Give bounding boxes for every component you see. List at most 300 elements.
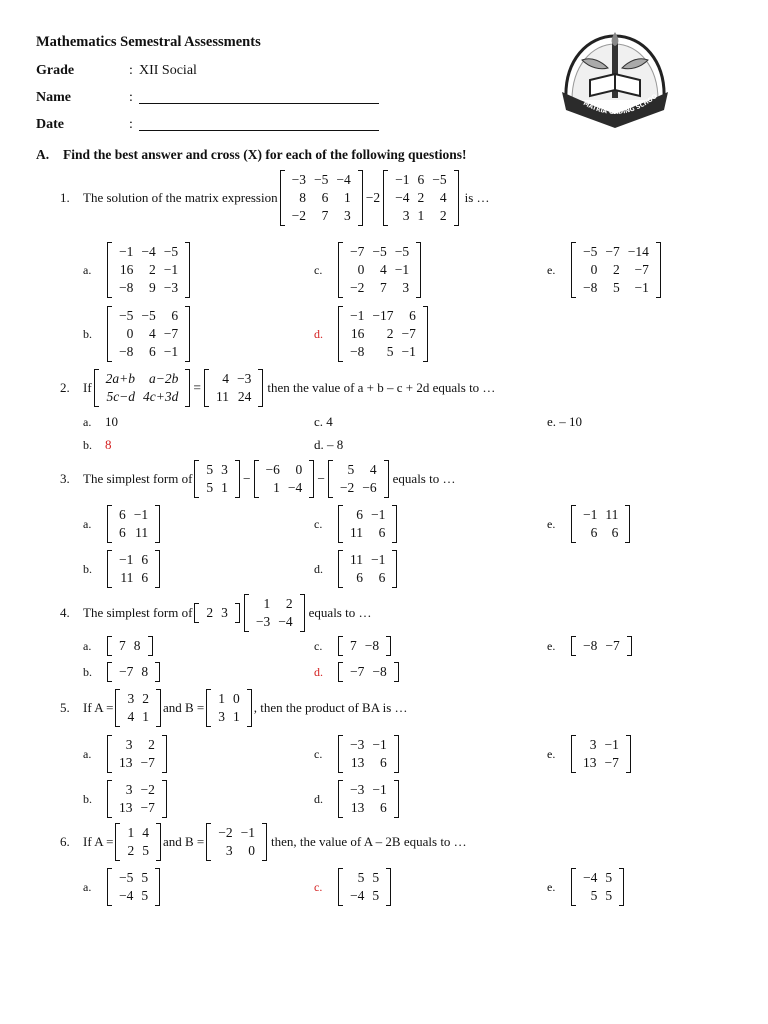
operator: − [317, 471, 325, 486]
q3-option-b[interactable] [83, 550, 162, 588]
matrix [328, 460, 389, 498]
matrix-cell: −1 [371, 552, 386, 567]
matrix [571, 242, 661, 298]
q4-option-a[interactable] [83, 636, 155, 656]
matrix-cell: −5 [119, 308, 134, 323]
matrix-right-bracket [626, 735, 631, 773]
q5-option-d[interactable] [314, 780, 401, 818]
matrix-cell: −4 [119, 888, 134, 903]
matrix-cell: 0 [248, 843, 255, 858]
question-text: If A = [83, 834, 114, 849]
matrix-cell: −1 [372, 782, 387, 797]
matrix-cell: 5 [372, 870, 380, 885]
option-label-marked: c. [314, 879, 323, 894]
matrix-cell: 6 [380, 755, 387, 770]
matrix-cell: 3 [402, 208, 410, 223]
matrix-right-bracket [392, 505, 397, 543]
matrix-right-bracket [162, 735, 167, 773]
matrix-cell: −7 [350, 664, 365, 679]
matrix [338, 868, 391, 906]
matrix-cell: −2 [291, 208, 306, 223]
matrix [107, 636, 153, 656]
matrix-cell: −1 [240, 825, 255, 840]
matrix [338, 636, 391, 656]
matrix [571, 636, 632, 656]
q3-option-d[interactable] [314, 550, 399, 588]
matrix-cell: 4 [369, 462, 377, 477]
matrix-cell: −7 [119, 664, 134, 679]
matrix-cell: 5 [141, 888, 149, 903]
matrix [571, 505, 630, 543]
matrix-right-bracket [155, 505, 160, 543]
matrix-cell: 6 [409, 308, 416, 323]
option-label-marked: d. [314, 664, 323, 679]
matrix-right-bracket [423, 306, 428, 362]
matrix-cell: −1 [133, 507, 149, 522]
matrix-cell: 6 [141, 570, 149, 585]
q2-option-a[interactable] [83, 414, 118, 430]
matrix-cell: 6 [141, 552, 149, 567]
matrix-cell: 4 [222, 371, 230, 386]
question-number: 5. [60, 700, 70, 715]
matrix-cell: 0 [295, 462, 303, 477]
q1-option-e[interactable] [547, 242, 663, 298]
matrix-cell: 2 [417, 190, 425, 205]
matrix-cell: 2 [149, 262, 156, 277]
matrix-cell: 5 [142, 843, 149, 858]
matrix-cell: 3 [589, 737, 597, 752]
option-label: e. [547, 746, 556, 761]
matrix [244, 594, 305, 632]
matrix-cell: −5 [432, 172, 447, 187]
matrix-cell: −1 [371, 507, 386, 522]
matrix-cell: −1 [401, 344, 416, 359]
matrix [338, 662, 399, 682]
matrix [194, 603, 240, 623]
matrix-right-bracket [625, 505, 630, 543]
matrix-b [206, 823, 267, 861]
matrix-right-bracket [235, 460, 240, 498]
grade-value: XII Social [139, 63, 197, 78]
matrix-cell: 7 [321, 208, 329, 223]
matrix-cell: 4c+3d [143, 389, 179, 404]
matrix-cell: 5 [590, 888, 598, 903]
matrix-right-bracket [309, 460, 314, 498]
matrix-cell: 5 [372, 888, 380, 903]
question-text-mid: and B = [162, 700, 205, 715]
matrix-cell: 4 [380, 262, 387, 277]
matrix-cell: −3 [350, 782, 365, 797]
question-6 [60, 823, 467, 861]
matrix-cell: 13 [350, 800, 365, 815]
matrix-cell: −7 [140, 800, 155, 815]
option-label: a. [83, 516, 92, 531]
matrix-cell: 2a+b [105, 371, 136, 386]
matrix [280, 170, 363, 226]
question-number: 4. [60, 605, 70, 620]
matrix-cell: 1 [218, 691, 225, 706]
question-text: The simplest form of [83, 471, 193, 486]
q2-option-d[interactable] [314, 437, 343, 453]
matrix-cell: 3 [127, 691, 135, 706]
option-label: a. [83, 638, 92, 653]
grade-colon: : [129, 63, 133, 78]
operator: = [193, 380, 202, 395]
matrix [338, 242, 421, 298]
option-label: b. [83, 664, 92, 679]
option-label: b. [83, 791, 92, 806]
matrix-right-bracket [155, 662, 160, 682]
logo-banner-text: MATRIA GADING SCHOO [581, 92, 659, 117]
matrix-cell: −7 [401, 326, 416, 341]
section-letter: A. [36, 147, 50, 162]
matrix-right-bracket [156, 823, 161, 861]
q5-option-a[interactable] [83, 735, 169, 773]
matrix-cell: −2 [350, 280, 365, 295]
matrix-right-bracket [454, 170, 459, 226]
matrix-cell: 0 [357, 262, 365, 277]
matrix-right-bracket [155, 550, 160, 588]
name-blank-line[interactable] [139, 103, 379, 104]
matrix-cell: −1 [604, 737, 619, 752]
matrix [194, 460, 240, 498]
matrix-cell: 13 [119, 800, 133, 815]
date-label: Date [36, 117, 64, 132]
matrix-cell: 6 [356, 570, 363, 585]
matrix-cell: −8 [372, 664, 387, 679]
matrix-cell: 3 [125, 737, 133, 752]
option-label: c. [314, 516, 323, 531]
matrix-cell: 11 [605, 507, 619, 522]
matrix-cell: 6 [378, 570, 386, 585]
matrix-cell: −7 [140, 755, 155, 770]
matrix-cell: 11 [135, 525, 149, 540]
matrix-right-bracket [258, 369, 263, 407]
matrix-cell: −1 [395, 172, 410, 187]
matrix-cell: −1 [583, 507, 598, 522]
q2-option-e[interactable] [547, 414, 582, 430]
matrix-right-bracket [394, 780, 399, 818]
matrix-right-bracket [185, 306, 190, 362]
matrix-right-bracket [394, 735, 399, 773]
matrix-cell: 6 [321, 190, 329, 205]
question-5 [60, 689, 408, 727]
matrix-cell: −7 [605, 638, 620, 653]
matrix-cell: 6 [611, 525, 619, 540]
q4-option-c[interactable] [314, 636, 393, 656]
matrix-right-bracket [185, 369, 190, 407]
matrix-right-bracket [300, 594, 305, 632]
matrix-cell: 3 [125, 782, 133, 797]
option-value: – 10 [559, 414, 583, 429]
matrix-cell: −3 [350, 737, 365, 752]
grade-label: Grade [36, 63, 75, 78]
option-label: e. [547, 262, 556, 277]
matrix-cell: 5c−d [106, 389, 136, 404]
matrix [338, 306, 428, 362]
option-label: a. [83, 746, 92, 761]
matrix [107, 306, 190, 362]
matrix-cell: −4 [278, 614, 293, 629]
matrix-cell: −4 [336, 172, 351, 187]
matrix-cell: −3 [291, 172, 306, 187]
matrix-cell: −1 [372, 737, 387, 752]
matrix-cell: 6 [171, 308, 179, 323]
option-label: e. [547, 638, 556, 653]
matrix-right-bracket [386, 636, 391, 656]
matrix-right-bracket [392, 550, 397, 588]
matrix-right-bracket [627, 636, 632, 656]
option-value: 10 [105, 414, 118, 429]
matrix-cell: 5 [347, 462, 355, 477]
question-suffix: equals to … [308, 605, 372, 620]
option-label: c. [314, 414, 324, 429]
matrix-cell: −5 [394, 244, 410, 259]
option-value: 4 [326, 414, 333, 429]
matrix-cell: −4 [141, 244, 156, 259]
matrix-cell: 1 [127, 825, 135, 840]
matrix-cell: −7 [634, 262, 649, 277]
matrix-cell: 16 [119, 262, 134, 277]
q5-option-e[interactable] [547, 735, 633, 773]
question-4 [60, 594, 371, 632]
option-label: c. [314, 638, 323, 653]
matrix-cell: −5 [372, 244, 387, 259]
matrix-right-bracket [148, 636, 153, 656]
matrix-cell: 3 [221, 605, 228, 620]
matrix-cell: −1 [163, 344, 179, 359]
matrix [338, 505, 397, 543]
matrix-cell: −7 [350, 244, 365, 259]
matrix-cell: −7 [605, 244, 620, 259]
matrix [107, 242, 190, 298]
matrix-cell: a−2b [149, 371, 179, 386]
matrix [107, 505, 160, 543]
matrix-cell: −8 [583, 638, 598, 653]
option-label: e. [547, 879, 556, 894]
q3-option-a[interactable] [83, 505, 162, 543]
matrix [107, 662, 160, 682]
matrix-cell: 2 [142, 691, 149, 706]
matrix-cell: 5 [141, 870, 149, 885]
question-number: 6. [60, 834, 70, 849]
matrix-cell: −6 [362, 480, 377, 495]
option-label: a. [83, 879, 92, 894]
q1-option-c[interactable] [314, 242, 423, 298]
matrix-cell: 5 [206, 480, 214, 495]
matrix-cell: −3 [163, 280, 179, 295]
operator: − [242, 471, 251, 486]
question-suffix: equals to … [392, 471, 456, 486]
matrix-cell: −1 [350, 308, 365, 323]
q3-option-c[interactable] [314, 505, 399, 543]
matrix-cell: −8 [119, 280, 134, 295]
matrix-right-bracket [358, 170, 363, 226]
matrix-cell: −1 [394, 262, 410, 277]
matrix-cell: 11 [120, 570, 134, 585]
q5-option-b[interactable] [83, 780, 169, 818]
question-suffix: , then the product of BA is … [253, 700, 408, 715]
matrix-cell: 2 [386, 326, 394, 341]
q1-option-a[interactable] [83, 242, 192, 298]
matrix-right-bracket [156, 689, 161, 727]
question-suffix: then, the value of A – 2B equals to … [270, 834, 467, 849]
question-1 [60, 170, 490, 226]
option-label: c. [314, 746, 323, 761]
matrix-cell: −3 [255, 614, 271, 629]
matrix-right-bracket [386, 868, 391, 906]
matrix-cell: −1 [634, 280, 649, 295]
document-title: Mathematics Semestral Assessments [36, 34, 261, 50]
matrix-right-bracket [185, 242, 190, 298]
matrix-cell: 7 [380, 280, 387, 295]
matrix-cell: 1 [142, 709, 149, 724]
matrix-cell: −5 [583, 244, 598, 259]
matrix-cell: −4 [395, 190, 410, 205]
option-label: c. [314, 262, 323, 277]
option-value: – 8 [327, 437, 344, 452]
matrix [204, 369, 263, 407]
matrix-cell: −4 [287, 480, 303, 495]
matrix-cell: −4 [350, 888, 365, 903]
matrix-cell: 5 [605, 888, 613, 903]
matrix-cell: 4 [142, 825, 149, 840]
matrix-cell: 1 [221, 480, 228, 495]
q4-option-d[interactable] [314, 662, 401, 682]
matrix-cell: −3 [237, 371, 252, 386]
matrix-cell: −8 [119, 344, 134, 359]
matrix-cell: 16 [350, 326, 365, 341]
matrix-cell: 13 [583, 755, 597, 770]
matrix-cell: −7 [604, 755, 619, 770]
matrix-cell: 2 [285, 596, 293, 611]
matrix [107, 735, 167, 773]
matrix-cell: 2 [206, 605, 214, 620]
matrix-cell: −1 [119, 244, 134, 259]
section-instruction-text: Find the best answer and cross (X) for each of the following questions! [63, 147, 467, 162]
option-label: b. [83, 561, 92, 576]
option-label: a. [83, 414, 92, 429]
q5-option-c[interactable] [314, 735, 401, 773]
option-label: d. [314, 791, 323, 806]
matrix-cell: 8 [133, 638, 141, 653]
matrix-a [115, 823, 161, 861]
name-colon: : [129, 90, 133, 105]
q2-option-b[interactable] [83, 437, 112, 453]
matrix-cell: −5 [313, 172, 329, 187]
matrix-cell: 6 [590, 525, 598, 540]
matrix [571, 735, 631, 773]
q6-option-c[interactable] [314, 868, 393, 906]
matrix-cell: 4 [149, 326, 156, 341]
matrix-cell: −14 [627, 244, 649, 259]
option-label: b. [83, 326, 92, 341]
matrix-right-bracket [619, 868, 624, 906]
matrix [571, 868, 624, 906]
matrix-right-bracket [416, 242, 421, 298]
date-blank-line[interactable] [139, 130, 379, 131]
matrix [107, 780, 167, 818]
q6-option-e[interactable] [547, 868, 626, 906]
matrix-cell: 5 [613, 280, 620, 295]
matrix-right-bracket [384, 460, 389, 498]
q1-option-d[interactable] [314, 306, 430, 362]
q4-option-b[interactable] [83, 662, 162, 682]
matrix-cell: 6 [119, 507, 126, 522]
matrix-cell: −8 [583, 280, 598, 295]
matrix-cell: −1 [119, 552, 134, 567]
option-label: b. [83, 437, 92, 452]
q3-option-e[interactable] [547, 505, 632, 543]
matrix-cell: 5 [357, 870, 365, 885]
matrix-cell: −4 [583, 870, 598, 885]
date-colon: : [129, 117, 133, 132]
q4-option-e[interactable] [547, 636, 634, 656]
option-label: d. [314, 437, 324, 452]
option-label: d. [314, 561, 323, 576]
matrix [107, 550, 160, 588]
matrix-cell: −5 [141, 308, 156, 323]
matrix-cell: 0 [590, 262, 598, 277]
option-label: e. [547, 516, 556, 531]
matrix-right-bracket [247, 689, 252, 727]
name-label: Name [36, 90, 71, 105]
option-value-marked: 8 [105, 437, 112, 452]
matrix-cell: 6 [378, 525, 386, 540]
matrix-cell: 9 [149, 280, 156, 295]
matrix-cell: 0 [126, 326, 134, 341]
matrix-cell: 1 [343, 190, 351, 205]
matrix [338, 550, 397, 588]
matrix-cell: 6 [119, 525, 126, 540]
matrix-cell: −6 [265, 462, 280, 477]
matrix-cell: 13 [350, 755, 365, 770]
q6-option-a[interactable] [83, 868, 162, 906]
matrix-cell: 1 [273, 480, 280, 495]
matrix-cell: 2 [148, 737, 155, 752]
operator: −2 [365, 190, 381, 205]
matrix-cell: 5 [206, 462, 214, 477]
matrix-cell: 3 [402, 280, 410, 295]
matrix [94, 369, 191, 407]
matrix-cell: 11 [350, 525, 363, 540]
matrix-cell: −2 [140, 782, 155, 797]
question-text: If A = [83, 700, 114, 715]
matrix-cell: 2 [439, 208, 447, 223]
q1-option-b[interactable] [83, 306, 192, 362]
matrix-cell: 5 [386, 344, 394, 359]
matrix-cell: 4 [127, 709, 135, 724]
matrix-cell: 7 [119, 638, 126, 653]
q2-option-c[interactable] [314, 414, 333, 430]
question-text: If [83, 380, 92, 395]
matrix [254, 460, 315, 498]
matrix [338, 780, 399, 818]
question-text: The solution of the matrix expression [83, 190, 278, 205]
matrix-cell: −2 [218, 825, 233, 840]
matrix-cell: −17 [372, 308, 394, 323]
matrix-cell: −5 [119, 870, 134, 885]
matrix-cell: 3 [218, 709, 225, 724]
question-number: 2. [60, 380, 70, 395]
matrix-cell: 24 [237, 389, 252, 404]
matrix-cell: −5 [163, 244, 179, 259]
matrix-cell: 1 [232, 709, 240, 724]
matrix-cell: 7 [350, 638, 357, 653]
matrix-cell: 2 [127, 843, 135, 858]
matrix-cell: 11 [350, 552, 363, 567]
matrix-right-bracket [155, 868, 160, 906]
